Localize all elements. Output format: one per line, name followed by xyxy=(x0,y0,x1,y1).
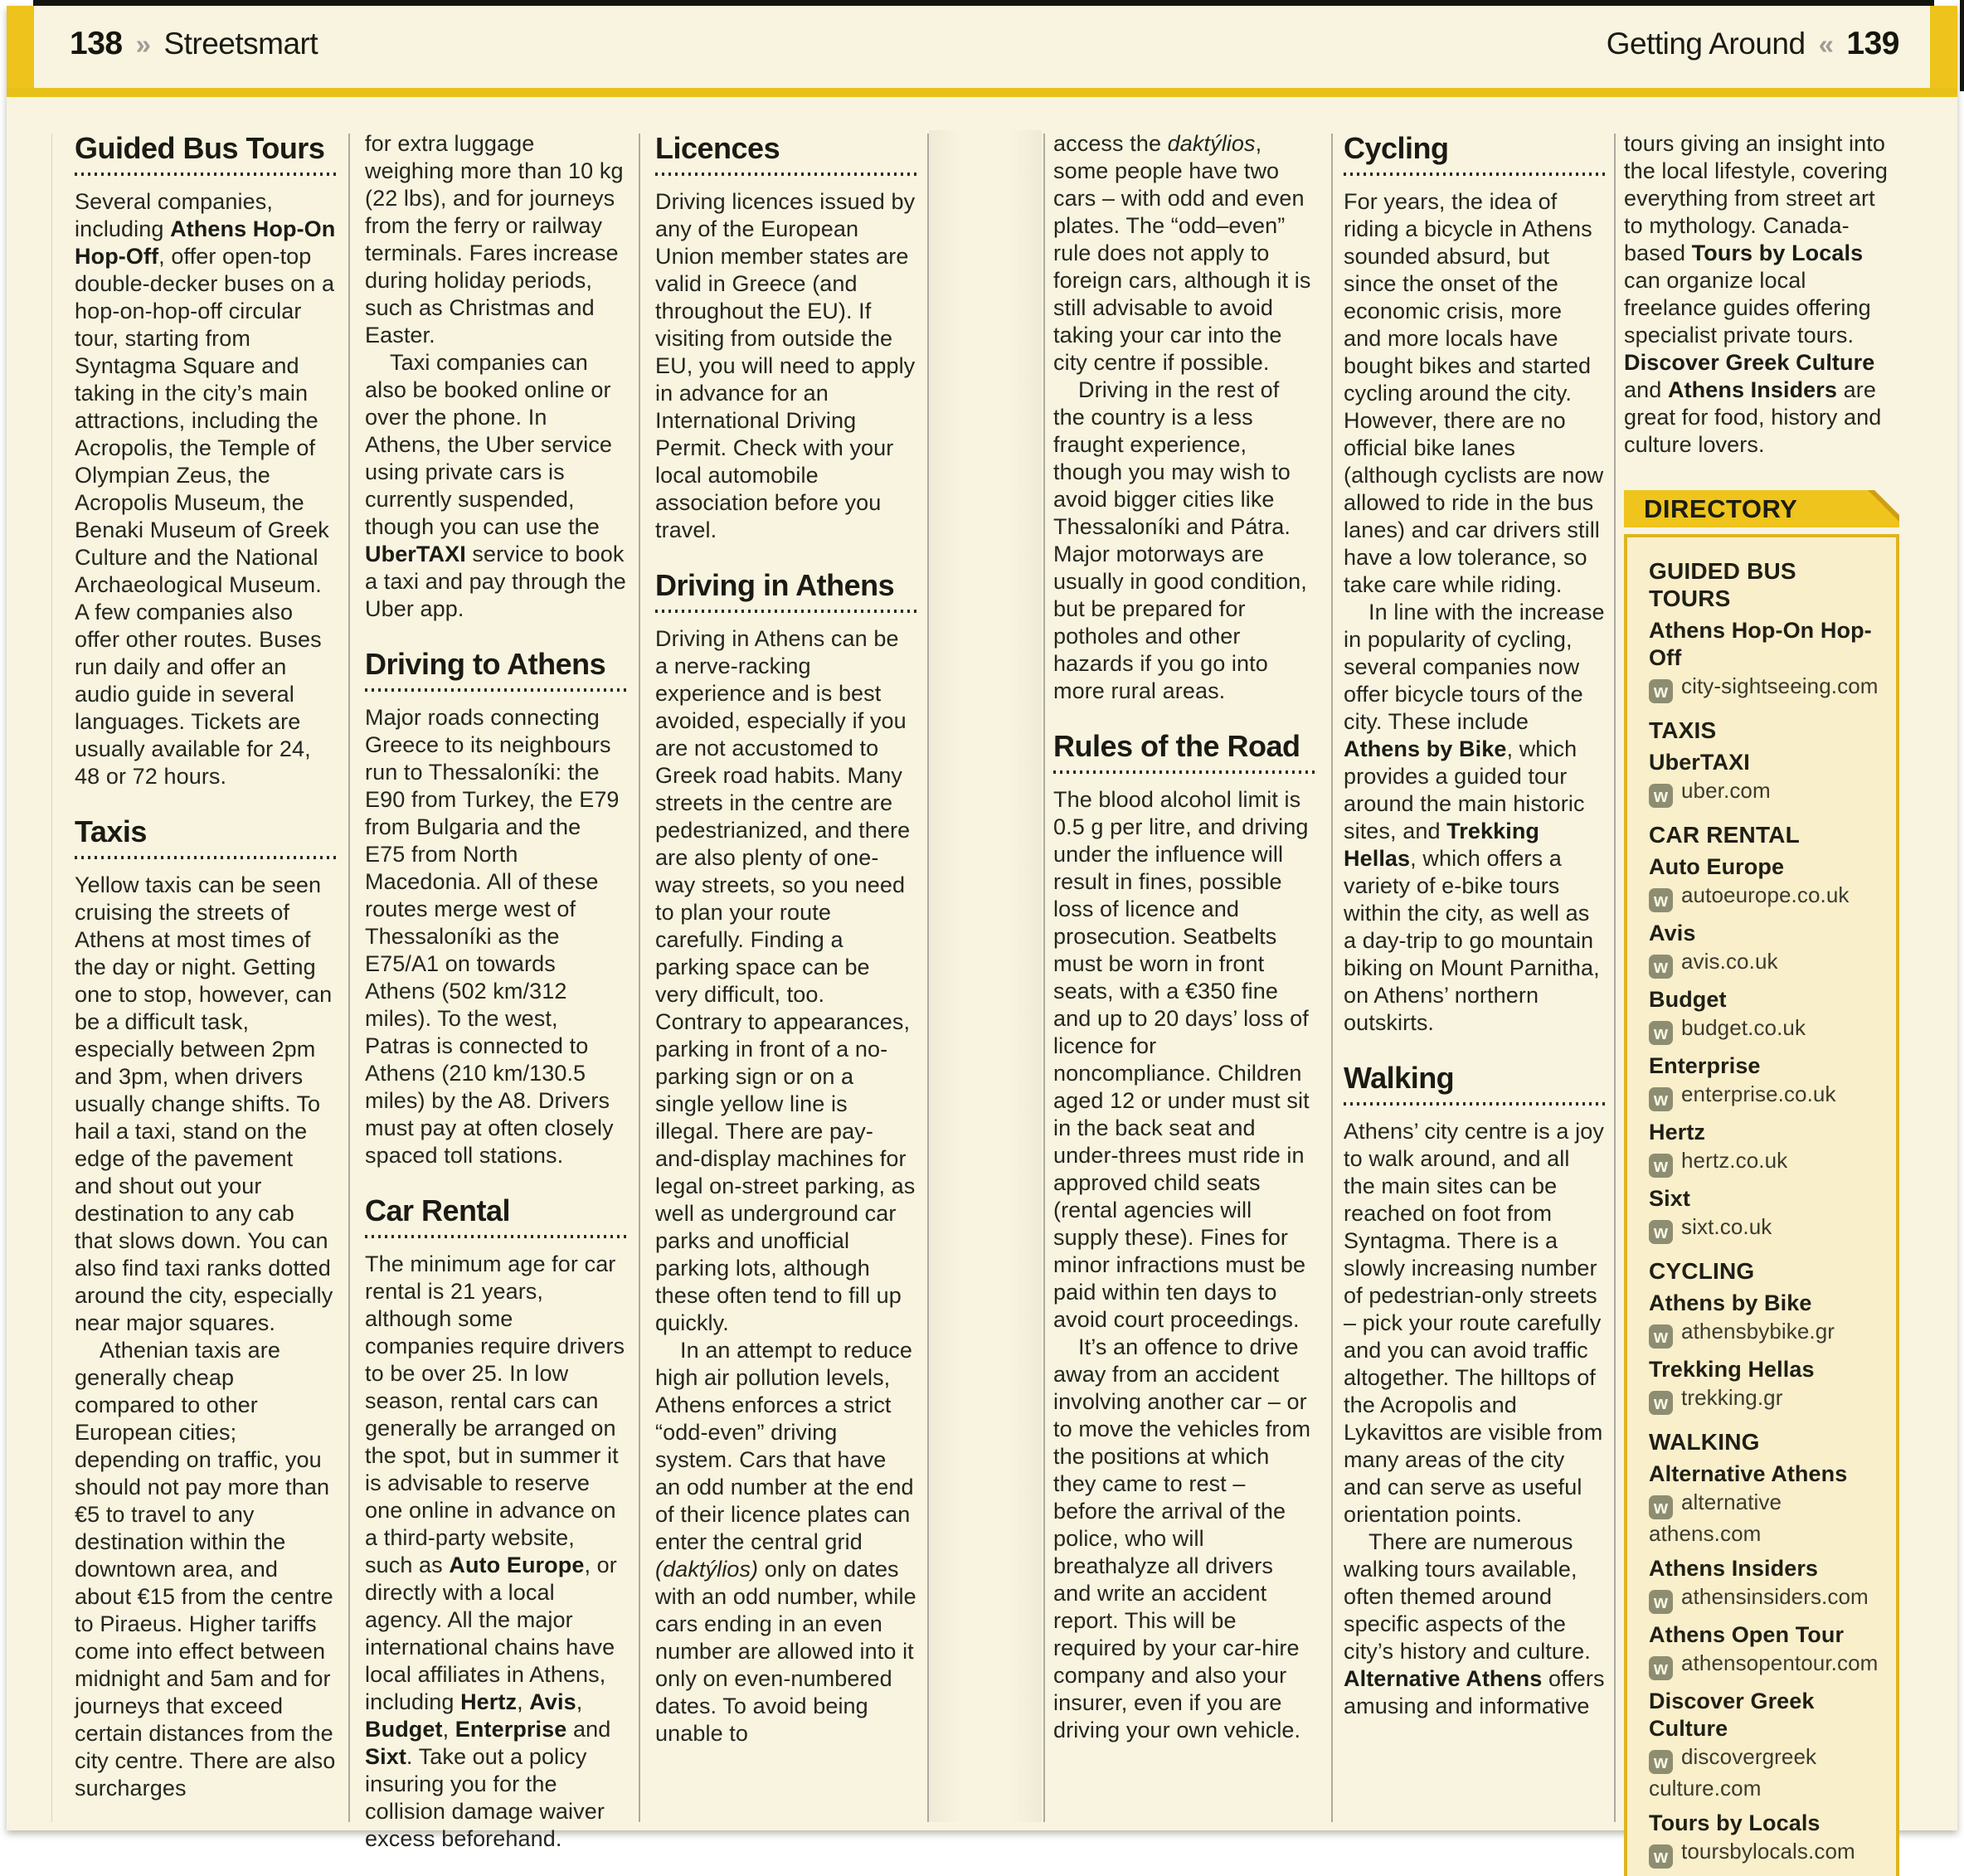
website-icon: w xyxy=(1649,1324,1673,1349)
body-paragraph xyxy=(655,188,916,544)
directory-entry xyxy=(1649,1052,1883,1111)
directory-entry-name: Athens Hop-On Hop-Off xyxy=(1649,618,1872,670)
dotted-rule xyxy=(1344,173,1605,176)
text-segment: Athens Insiders xyxy=(1667,377,1838,402)
directory-entry-url: athensopentour.com xyxy=(1681,1650,1879,1675)
column-divider xyxy=(1614,134,1616,1822)
accent-bar-left xyxy=(7,6,34,91)
text-segment: can organize local freelance guides offering specialist private tours. xyxy=(1624,268,1871,347)
website-icon: w xyxy=(1649,1590,1673,1614)
directory-entry-url-line xyxy=(1649,1649,1883,1680)
text-segment: Athenian taxis are generally cheap compared to other European cities; depending on traffic, you should not pay more than €5 to travel to any destination within the downtown area, and about €15 from the centre to Piraeus. Higher tariffs come into effect between midnight and 5am and for journeys that exceed certain distances from the city centre. There are also surcharges xyxy=(75,1338,336,1801)
body-paragraph xyxy=(655,625,916,1337)
text-segment: Athens’ city centre is a joy to walk around, and all the main sites can be reached on foot from Syntagma. There is a slowly increasing number of pedestrian-only streets – pick your route carefully and you can avoid traffic altogether. The hilltops of the Acropolis and Lykavittos are visible from many areas of the city and can serve as useful orientation points. xyxy=(1344,1119,1604,1527)
section-heading: Licences xyxy=(655,131,780,165)
directory-group-header: GUIDED BUS TOURS xyxy=(1649,558,1796,611)
text-segment: are great for food, history and culture lovers. xyxy=(1624,377,1882,457)
dotted-rule xyxy=(365,1235,626,1238)
body-paragraph xyxy=(365,704,626,1169)
section-title-left: Streetsmart xyxy=(163,27,318,61)
body-paragraph xyxy=(1053,786,1315,1334)
body-paragraph xyxy=(1053,1334,1315,1744)
directory-entry-url-line xyxy=(1649,881,1883,912)
directory-entry-name: Trekking Hellas xyxy=(1649,1357,1815,1382)
directory-entry-name: UberTAXI xyxy=(1649,750,1750,775)
section-heading: Guided Bus Tours xyxy=(75,131,325,165)
directory-entry xyxy=(1649,986,1883,1045)
text-segment: Taxi companies can also be booked online or over the phone. In Athens, the Uber service using private cars is currently suspended, though you can use the xyxy=(365,350,613,539)
body-paragraph xyxy=(365,1251,626,1853)
body-paragraph xyxy=(1344,1529,1605,1720)
website-icon: w xyxy=(1649,1495,1673,1519)
body-paragraph xyxy=(1344,188,1605,599)
text-segment: Auto Europe xyxy=(449,1553,585,1577)
directory-entry-url: trekking.gr xyxy=(1681,1385,1783,1410)
directory-entry xyxy=(1649,1185,1883,1244)
directory-entry-url: hertz.co.uk xyxy=(1681,1148,1788,1173)
website-icon: w xyxy=(1649,888,1673,912)
text-segment: Enterprise xyxy=(455,1717,567,1742)
page-header-right xyxy=(1607,26,1899,62)
text-segment: service to book a taxi and pay through the Uber app. xyxy=(365,542,626,621)
website-icon: w xyxy=(1649,1087,1673,1111)
text-segment: Discover Greek Culture xyxy=(1624,350,1875,375)
dotted-rule xyxy=(75,173,336,176)
text-segment: , which offers a variety of e-bike tours within the city, as well as a day-trip to go mountain biking on Mount Parnitha, on Athens’ northern outskirts. xyxy=(1344,846,1600,1035)
directory-entry-url: athensbybike.gr xyxy=(1681,1319,1835,1344)
body-paragraph xyxy=(1344,599,1605,1037)
text-segment: offers amusing and informative xyxy=(1344,1666,1605,1718)
text-segment: There are numerous walking tours available, often themed around specific aspects of the city’s history and culture. xyxy=(1344,1529,1591,1664)
text-segment: and xyxy=(1624,377,1668,402)
website-icon: w xyxy=(1649,955,1673,979)
body-paragraph xyxy=(1624,130,1899,459)
dotted-rule xyxy=(75,856,336,859)
directory-entry-url-line xyxy=(1649,1582,1883,1614)
website-icon: w xyxy=(1649,1220,1673,1244)
directory-entry-name: Discover Greek Culture xyxy=(1649,1689,1815,1741)
column-divider xyxy=(927,134,929,1822)
text-segment: It’s an offence to drive away from an accident involving another car – or to move the vehicles from the positions at which they came to rest – before the arrival of the police, who will breathalyze all drivers and write an accident report. This will be required by your car-hire company and also your insurer, even if you are driving your own vehicle. xyxy=(1053,1334,1311,1742)
directory-entry-url-line xyxy=(1649,1013,1883,1045)
body-paragraph xyxy=(1053,377,1315,705)
body-paragraph xyxy=(75,188,336,790)
directory-entry-url: toursbylocals.com xyxy=(1681,1839,1855,1864)
website-icon: w xyxy=(1649,1844,1673,1869)
directory-group-header: WALKING xyxy=(1649,1429,1760,1455)
text-segment: Several companies, including xyxy=(75,189,273,241)
body-paragraph xyxy=(1053,130,1315,377)
website-icon: w xyxy=(1649,1154,1673,1178)
directory-entry-name: Athens Insiders xyxy=(1649,1556,1819,1581)
column-divider xyxy=(639,134,640,1822)
text-segment: , or directly with a local agency. All the major international chains have local affiliates in Athens, including xyxy=(365,1553,617,1714)
directory-entry-url-line xyxy=(1649,947,1883,979)
directory-entry-url: budget.co.uk xyxy=(1681,1015,1806,1040)
website-icon: w xyxy=(1649,1750,1673,1774)
double-arrow-right-icon: » xyxy=(135,29,151,60)
text-segment: tours giving an insight into the local lifestyle, covering everything from street art to mythology. Canada-based xyxy=(1624,131,1889,265)
body-paragraph xyxy=(75,1337,336,1802)
website-icon: w xyxy=(1649,784,1673,808)
directory-entry-name: Enterprise xyxy=(1649,1053,1761,1078)
section-heading: Driving in Athens xyxy=(655,568,895,602)
directory-entry-url: athensinsiders.com xyxy=(1681,1584,1869,1609)
directory-entry xyxy=(1649,1356,1883,1415)
dotted-rule xyxy=(365,688,626,692)
directory-entry-url: enterprise.co.uk xyxy=(1681,1081,1836,1106)
page-number-right: 139 xyxy=(1846,26,1899,61)
text-segment: , xyxy=(517,1689,530,1714)
dotted-rule xyxy=(1053,770,1315,774)
double-arrow-left-icon: « xyxy=(1818,29,1834,60)
text-column-5 xyxy=(1344,130,1605,1720)
text-segment: Major roads connecting Greece to its neighbours run to Thessaloníki: the E90 from Turkey, the E79 from Bulgaria and the E75 from North Macedonia. All of these routes merge west of Thessaloníki as the E75/A1 on towards Athens (502 km/312 miles). To the west, Patras is connected to Athens (210 km/130.5 miles) by the A8. Drivers must pay at often closely spaced toll stations. xyxy=(365,705,620,1168)
text-segment: The blood alcohol limit is 0.5 g per litre, and driving under the influence will result in fines, possible loss of licence and prosecution. Seatbelts must be worn in front seats, with a €350 fine and up to 20 days’ loss of licence for noncompliance. Children aged 12 or under must sit in the back seat and under-threes must ride in approved child seats (rental agencies will supply these). Fines for minor infractions must be paid within ten days to avoid court proceedings. xyxy=(1053,787,1310,1332)
text-column-4 xyxy=(1053,130,1315,1744)
directory-entry-url: alternative​athens.com xyxy=(1649,1490,1782,1546)
directory-entry-url-line xyxy=(1649,1317,1883,1349)
directory-title: DIRECTORY xyxy=(1644,494,1798,523)
text-segment: and xyxy=(566,1717,611,1742)
text-segment: Driving in Athens can be a nerve-racking experience and is best avoided, especially if you are not accustomed to Greek road habits. Many streets in the centre are pedestrianized, and there are also plenty of one-way streets, so you need to plan your route carefully. Finding a parking space can be very difficult, too. Contrary to appearances, parking in front of a no-parking sign or on a single yellow line is illegal. There are pay-and-display machines for legal on-street parking, as well as underground car parks and unofficial parking lots, although these often tend to fill up quickly. xyxy=(655,626,916,1335)
section-heading: Driving to Athens xyxy=(365,647,606,681)
accent-rule xyxy=(7,88,1957,97)
text-segment: Yellow taxis can be seen cruising the streets of Athens at most times of the day or night. Getting one to stop, however, can be a difficult task, especially between 2pm and 3pm, when drivers usually change shifts. To hail a taxi, stand on the edge of the pavement and shout out your destination to any cab that slows down. You can also find taxi ranks dotted around the city, especially near major squares. xyxy=(75,872,333,1335)
section-heading: Taxis xyxy=(75,814,147,848)
directory-entry-url-line xyxy=(1649,672,1883,703)
page-surface xyxy=(7,6,1957,1867)
dotted-rule xyxy=(655,610,916,613)
page-header-left xyxy=(70,26,318,62)
directory-entry-url: uber.com xyxy=(1681,778,1771,803)
website-icon: w xyxy=(1649,1021,1673,1045)
directory-entry xyxy=(1649,1688,1883,1802)
text-segment: , some people have two cars – with odd and even plates. The “odd–even” rule does not apply to foreign cars, although it is still advisable to avoid taking your car into the city centre if possible. xyxy=(1053,131,1311,375)
text-segment: In an attempt to reduce high air pollution levels, Athens enforces a strict “odd-even” driving system. Cars that have an odd number at the end of their licence plates can enter the central grid xyxy=(655,1338,914,1554)
column-divider xyxy=(1331,134,1333,1822)
text-segment: , offer open-top double-decker buses on a hop-on-hop-off circular tour, starting from Syntagma Square and taking in the city’s main attractions, including the Acropolis, the Temple of Olympian Zeus, the Acropolis Museum, the Benaki Museum of Greek Culture and the National Archaeological Museum. A few companies also offer other routes. Buses run daily and offer an audio guide in several languages. Tickets are usually available for 24, 48 or 72 hours. xyxy=(75,244,335,789)
body-paragraph xyxy=(365,349,626,623)
directory-entry-url-line xyxy=(1649,1837,1883,1869)
text-segment: Tours by Locals xyxy=(1691,241,1864,265)
dotted-rule xyxy=(655,173,916,176)
column-divider xyxy=(348,134,350,1822)
directory-entry xyxy=(1649,920,1883,979)
directory-entry-name: Hertz xyxy=(1649,1120,1706,1145)
directory-entry-name: Athens by Bike xyxy=(1649,1290,1812,1315)
directory-entry xyxy=(1649,1460,1883,1548)
directory-entry xyxy=(1649,617,1883,703)
text-segment: Athens Hop-On Hop-Off xyxy=(75,216,336,269)
directory-entry-url: city-sightseeing.com xyxy=(1681,673,1879,698)
directory xyxy=(1624,490,1899,1876)
text-segment: Budget xyxy=(365,1717,443,1742)
text-column-6 xyxy=(1624,130,1899,1876)
text-column-1 xyxy=(75,130,336,1802)
text-segment: For years, the idea of riding a bicycle in Athens sounded absurd, but since the onset of the economic crisis, more and more locals have bought bikes and started cycling around the city. However, there are no official bike lanes (although cyclists are now allowed to ride in the bus lanes) and car drivers still have a low tolerance, so take care while riding. xyxy=(1344,189,1604,597)
text-segment: for extra luggage weighing more than 10 kg (22 lbs), and for journeys from the ferry or railway terminals. Fares increase during holiday periods, such as Christmas and Easter. xyxy=(365,131,624,347)
text-segment: (daktýlios) xyxy=(655,1557,759,1582)
directory-entry xyxy=(1649,1119,1883,1178)
text-column-2 xyxy=(365,130,626,1853)
text-segment: The minimum age for car rental is 21 years, although some companies require drivers to be over 25. In low season, rental cars can generally be arranged on the spot, but in summer it is advisable to reserve one online in advance on a third-party website, such as xyxy=(365,1251,625,1577)
directory-entry-url: autoeurope.co.uk xyxy=(1681,882,1850,907)
website-icon: w xyxy=(1649,679,1673,703)
directory-entry-url-line xyxy=(1649,1080,1883,1111)
directory-entry xyxy=(1649,853,1883,912)
directory-entry-url: avis.co.uk xyxy=(1681,949,1778,974)
directory-entry-url: discovergreek​culture.com xyxy=(1649,1744,1817,1801)
text-segment: only on dates with an odd number, while cars ending in an even number are allowed into it only on even-numbered dates. To avoid being unable to xyxy=(655,1557,916,1746)
directory-entry-name: Athens Open Tour xyxy=(1649,1622,1845,1647)
text-column-3 xyxy=(655,130,916,1747)
text-segment: Avis xyxy=(529,1689,576,1714)
directory-entry xyxy=(1649,1555,1883,1614)
directory-group-header: CYCLING xyxy=(1649,1258,1755,1284)
text-segment: , xyxy=(442,1717,455,1742)
column-divider xyxy=(1043,134,1045,1822)
body-paragraph xyxy=(365,130,626,349)
text-segment: , xyxy=(576,1689,583,1714)
section-heading: Walking xyxy=(1344,1061,1455,1095)
directory-entry-name: Tours by Locals xyxy=(1649,1810,1821,1835)
directory-box xyxy=(1624,534,1899,1876)
text-segment: . Take out a policy insuring you for the collision damage waiver excess beforehand. xyxy=(365,1744,605,1851)
section-title-right: Getting Around xyxy=(1606,27,1806,61)
directory-group-header: TAXIS xyxy=(1649,717,1717,743)
text-segment: Driving licences issued by any of the European Union member states are valid in Greece (and throughout the EU). If visiting from outside the EU, you will need to apply in advance for an International Driving Permit. Check with your local automobile association before you travel. xyxy=(655,189,916,542)
directory-entry-name: Alternative Athens xyxy=(1649,1461,1848,1486)
directory-entry-url-line xyxy=(1649,1488,1883,1548)
directory-entry xyxy=(1649,749,1883,808)
directory-entry-url-line xyxy=(1649,1383,1883,1415)
text-segment: Trekking Hellas xyxy=(1344,819,1540,871)
body-paragraph xyxy=(655,1337,916,1747)
text-segment: UberTAXI xyxy=(365,542,466,566)
directory-entry-name: Avis xyxy=(1649,921,1696,945)
page-number-left: 138 xyxy=(70,26,123,61)
dotted-rule xyxy=(1344,1102,1605,1106)
body-paragraph xyxy=(1344,1118,1605,1529)
accent-bar-right xyxy=(1930,6,1957,91)
directory-entry xyxy=(1649,1290,1883,1349)
binding-edge xyxy=(1960,0,1964,91)
directory-banner xyxy=(1624,490,1899,527)
directory-entry-url-line xyxy=(1649,1213,1883,1244)
directory-entry-name: Budget xyxy=(1649,987,1727,1012)
section-heading: Cycling xyxy=(1344,131,1449,165)
text-segment: Athens by Bike xyxy=(1344,736,1507,761)
text-segment: In line with the increase in popularity of cycling, several companies now offer bicycle tours of the city. These include xyxy=(1344,600,1605,734)
text-segment: daktýlios xyxy=(1167,131,1256,156)
directory-entry-url-line xyxy=(1649,1742,1883,1802)
section-heading: Car Rental xyxy=(365,1193,511,1227)
text-segment: Driving in the rest of the country is a less fraught experience, though you may wish to avoid bigger cities like Thessaloníki and Pátra. Major motorways are usually in good condition, but be prepared for potholes and other hazards if you go into more rural areas. xyxy=(1053,377,1307,703)
top-edge xyxy=(33,0,1934,6)
directory-entry xyxy=(1649,1621,1883,1680)
directory-entry-url-line xyxy=(1649,1146,1883,1178)
directory-entry-name: Sixt xyxy=(1649,1186,1690,1211)
page-margin-line xyxy=(51,134,52,1822)
directory-entry-url-line xyxy=(1649,776,1883,808)
page-gutter xyxy=(929,130,1042,1822)
directory-entry xyxy=(1649,1810,1883,1869)
text-segment: Hertz xyxy=(460,1689,518,1714)
directory-group-header: CAR RENTAL xyxy=(1649,822,1800,848)
body-paragraph xyxy=(75,872,336,1337)
website-icon: w xyxy=(1649,1391,1673,1415)
directory-entry-name: Auto Europe xyxy=(1649,854,1785,879)
content-columns xyxy=(7,130,1957,1867)
text-segment: Sixt xyxy=(365,1744,406,1769)
directory-entry-url: sixt.co.uk xyxy=(1681,1214,1772,1239)
text-segment: Alternative Athens xyxy=(1344,1666,1543,1691)
text-segment: access the xyxy=(1053,131,1168,156)
text-segment: , which provides a guided tour around the main historic sites, and xyxy=(1344,736,1585,843)
section-heading: Rules of the Road xyxy=(1053,729,1300,763)
website-icon: w xyxy=(1649,1656,1673,1680)
